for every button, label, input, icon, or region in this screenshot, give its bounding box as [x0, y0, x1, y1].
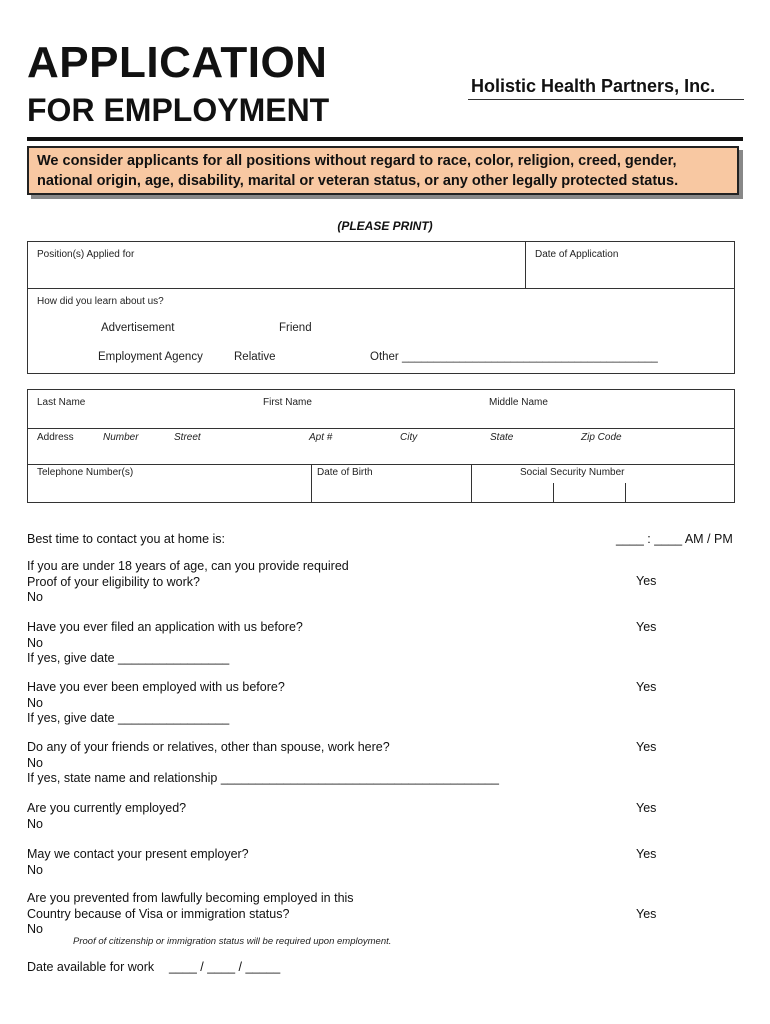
date-of-application-label: Date of Application	[535, 249, 619, 260]
last-name-label: Last Name	[37, 397, 86, 408]
currently-employed-yes[interactable]: Yes	[636, 801, 657, 815]
zip-label: Zip Code	[581, 432, 622, 443]
relatives-question	[27, 740, 499, 787]
proof-of-citizenship-note: Proof of citizenship or immigration status will be required upon employment.	[73, 936, 392, 947]
employed-before-yes[interactable]: Yes	[636, 680, 657, 694]
best-time-field[interactable]: ____ : ____ AM / PM	[616, 532, 733, 546]
positions-applied-field[interactable]	[28, 242, 525, 288]
option-relative[interactable]: Relative	[234, 351, 276, 363]
state-label: State	[490, 432, 514, 443]
how-learned-label: How did you learn about us?	[37, 296, 164, 307]
under18-no[interactable]: No	[27, 590, 43, 604]
street-label: Street	[174, 432, 201, 443]
contact-employer-no[interactable]: No	[27, 862, 43, 877]
employed-before-text: Have you ever been employed with us before?	[27, 680, 285, 694]
personal-info-section	[27, 389, 735, 503]
filed-before-question	[27, 620, 303, 667]
visa-question	[27, 891, 354, 938]
option-employment-agency[interactable]: Employment Agency	[98, 351, 203, 363]
currently-employed-no[interactable]: No	[27, 816, 43, 831]
ssn-segment-divider-1	[553, 483, 554, 502]
address-row-divider	[28, 464, 734, 465]
visa-no[interactable]: No	[27, 922, 43, 936]
middle-name-label: Middle Name	[489, 397, 548, 408]
option-other[interactable]: Other ________________________________________	[370, 351, 658, 363]
position-section	[27, 241, 735, 374]
filed-before-yes[interactable]: Yes	[636, 620, 657, 634]
visa-line1: Are you prevented from lawfully becoming employed in this	[27, 891, 354, 905]
apt-label: Apt #	[309, 432, 333, 443]
city-label: City	[400, 432, 418, 443]
contact-employer-question	[27, 847, 249, 878]
positions-applied-label: Position(s) Applied for	[37, 249, 135, 260]
header-rule	[27, 137, 743, 141]
position-divider-horizontal	[28, 288, 734, 289]
company-name: Holistic Health Partners, Inc.	[471, 76, 716, 96]
filed-before-date-field[interactable]: If yes, give date ________________	[27, 651, 230, 665]
under18-question	[27, 559, 349, 606]
telephone-label: Telephone Number(s)	[37, 467, 134, 478]
currently-employed-text: Are you currently employed?	[27, 801, 187, 815]
visa-yes[interactable]: Yes	[636, 907, 657, 921]
address-label: Address	[37, 432, 74, 443]
employed-before-no[interactable]: No	[27, 695, 43, 710]
dob-divider	[311, 464, 312, 502]
option-friend[interactable]: Friend	[279, 322, 312, 334]
relatives-text: Do any of your friends or relatives, other than spouse, work here?	[27, 740, 390, 754]
ssn-label: Social Security Number	[520, 467, 625, 478]
currently-employed-question	[27, 801, 186, 832]
company-underline	[468, 99, 744, 100]
contact-employer-yes[interactable]: Yes	[636, 847, 657, 861]
number-label: Number	[103, 432, 139, 443]
relatives-yes[interactable]: Yes	[636, 740, 657, 754]
employed-before-question	[27, 680, 285, 727]
filed-before-text: Have you ever filed an application with us before?	[27, 620, 303, 634]
visa-line2: Country because of Visa or immigration status?	[27, 906, 290, 921]
filed-before-no[interactable]: No	[27, 635, 43, 650]
contact-employer-text: May we contact your present employer?	[27, 847, 249, 861]
date-available-label: Date available for work	[27, 960, 155, 974]
please-print-note: (PLEASE PRINT)	[337, 219, 433, 233]
option-advertisement[interactable]: Advertisement	[101, 322, 175, 334]
ssn-divider	[471, 464, 472, 502]
under18-line2: Proof of your eligibility to work?	[27, 574, 200, 589]
relatives-no[interactable]: No	[27, 755, 43, 770]
date-available-field[interactable]: ____ / ____ / _____	[169, 960, 281, 974]
form-title-line1: APPLICATION	[27, 38, 328, 87]
under18-yes[interactable]: Yes	[636, 574, 657, 588]
date-of-application-field[interactable]	[526, 242, 734, 288]
name-row-divider	[28, 428, 734, 429]
relatives-name-field[interactable]: If yes, state name and relationship ________________________________________	[27, 771, 499, 785]
eeo-notice: We consider applicants for all positions without regard to race, color, religion, creed, gender, national origin, age, disability, marital or veteran status, or any other legally protected status.	[27, 146, 739, 195]
best-time-question: Best time to contact you at home is:	[27, 532, 226, 546]
employed-before-date-field[interactable]: If yes, give date ________________	[27, 711, 230, 725]
form-title-line2: FOR EMPLOYMENT	[27, 92, 330, 128]
first-name-label: First Name	[263, 397, 312, 408]
ssn-segment-divider-2	[625, 483, 626, 502]
dob-label: Date of Birth	[317, 467, 373, 478]
under18-line1: If you are under 18 years of age, can you provide required	[27, 559, 349, 573]
